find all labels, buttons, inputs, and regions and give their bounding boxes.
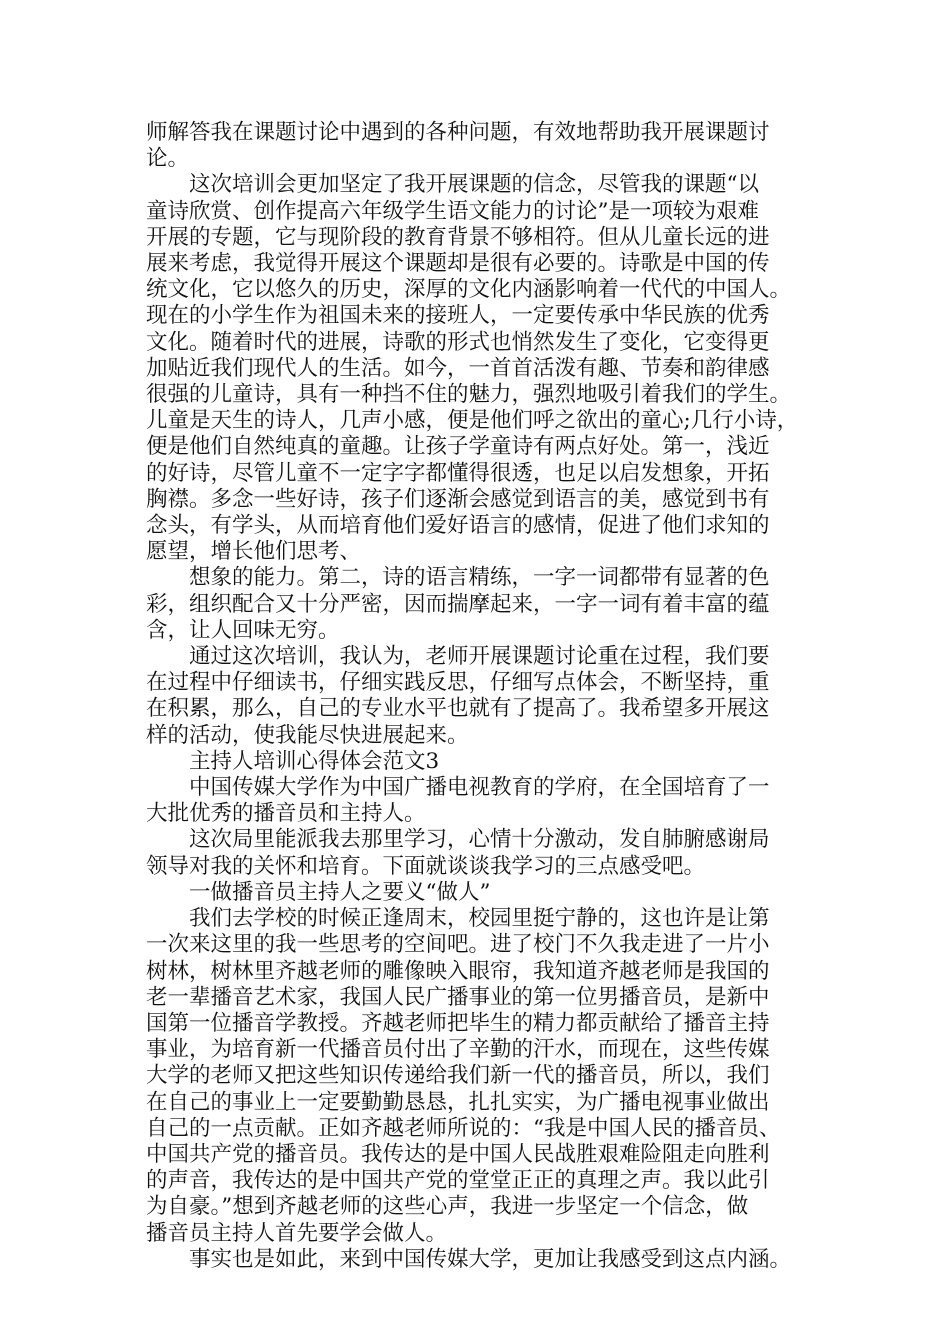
paragraph-3: 想象的能力。第二，诗的语言精练，一字一词都带有显著的色 彩，组织配合又十分严密，因而揣摩起来，一字一词有着丰富的蕴 含，让人回味无穷。 <box>146 565 770 643</box>
paragraph-8: 事实也是如此，来到中国传媒大学，更加让我感受到这点内涵。 <box>189 1246 792 1272</box>
paragraph-2: 这次培训会更加坚定了我开展课题的信念，尽管我的课题“以 童诗欣赏、创作提高六年级学生语文能力的讨论”是一项较为艰难 开展的专题，它与现阶段的教育背景不够相符。但从儿童长远的进 展来考虑，我觉得开展这个课题却是很有必要的。诗歌是中国的传 统文化，它以悠久的历史，深厚的文化内涵影响着一代代的中国人。 现在的小学生作为祖国未来的接班人，一定要传承中华民族的优秀 文化。随着时代的进展，诗歌的形式也悄然发生了变化，它变得更 加贴近我们现代人的生活。如今，一首首活泼有趣、节奏和韵律感 很强的儿童诗，具有一种挡不住的魅力，强烈地吸引着我们的学生。 儿童是天生的诗人，几声小感，便是他们呼之欲出的童心;几行小诗， 便是他们自然纯真的童趣。让孩子学童诗有两点好处。第一，浅近 的好诗，尽管儿童不一定字字都懂得很透，也足以启发想象，开拓 胸襟。多念一些好诗，孩子们逐渐会感觉到语言的美，感觉到书有 念头，有学头，从而培育他们爱好语言的感情，促进了他们求知的 愿望，增长他们思考、 <box>146 172 799 565</box>
subheading: 一做播音员主持人之要义“做人” <box>189 879 491 905</box>
paragraph-7: 我们去学校的时候正逢周末，校园里挺宁静的，这也许是让第 一次来这里的我一些思考的空间吧。进了校门不久我走进了一片小 树林，树林里齐越老师的雕像映入眼帘，我知道齐越老师是我国的 老一辈播音艺术家，我国人民广播事业的第一位男播音员，是新中 国第一位播音学教授。齐越老师把毕生的精力都贡献给了播音主持 事业，为培育新一代播音员付出了辛勤的汗水，而现在，这些传媒 大学的老师又把这些知识传递给我们新一代的播音员，所以，我们 在自己的事业上一定要勤勤恳恳，扎扎实实，为广播电视事业做出 自己的一点贡献。正如齐越老师所说的：“我是中国人民的播音员、 中国共产党的播音员。我传达的是中国人民战胜艰难险阻走向胜利 的声音，我传达的是中国共产党的堂堂正正的真理之声。我以此引 为自豪。”想到齐越老师的这些心声，我进一步坚定一个信念，做 播音员主持人首先要学会做人。 <box>146 906 781 1246</box>
document-page <box>146 120 826 1273</box>
paragraph-1: 师解答我在课题讨论中遇到的各种问题，有效地帮助我开展课题讨 论。 <box>146 120 770 172</box>
paragraph-5: 中国传媒大学作为中国广播电视教育的学府，在全国培育了一 大批优秀的播音员和主持人。 <box>146 775 770 827</box>
section-heading: 主持人培训心得体会范文3 <box>189 748 440 774</box>
paragraph-6: 这次局里能派我去那里学习，心情十分激动，发自肺腑感谢局 领导对我的关怀和培育。下面就谈谈我学习的三点感受吧。 <box>146 827 770 879</box>
paragraph-4: 通过这次培训，我认为，老师开展课题讨论重在过程，我们要 在过程中仔细读书，仔细实践反思，仔细写点体会，不断坚持，重 在积累，那么，自己的专业水平也就有了提高了。我希望多开展这 样的活动，使我能尽快进展起来。 <box>146 644 770 748</box>
